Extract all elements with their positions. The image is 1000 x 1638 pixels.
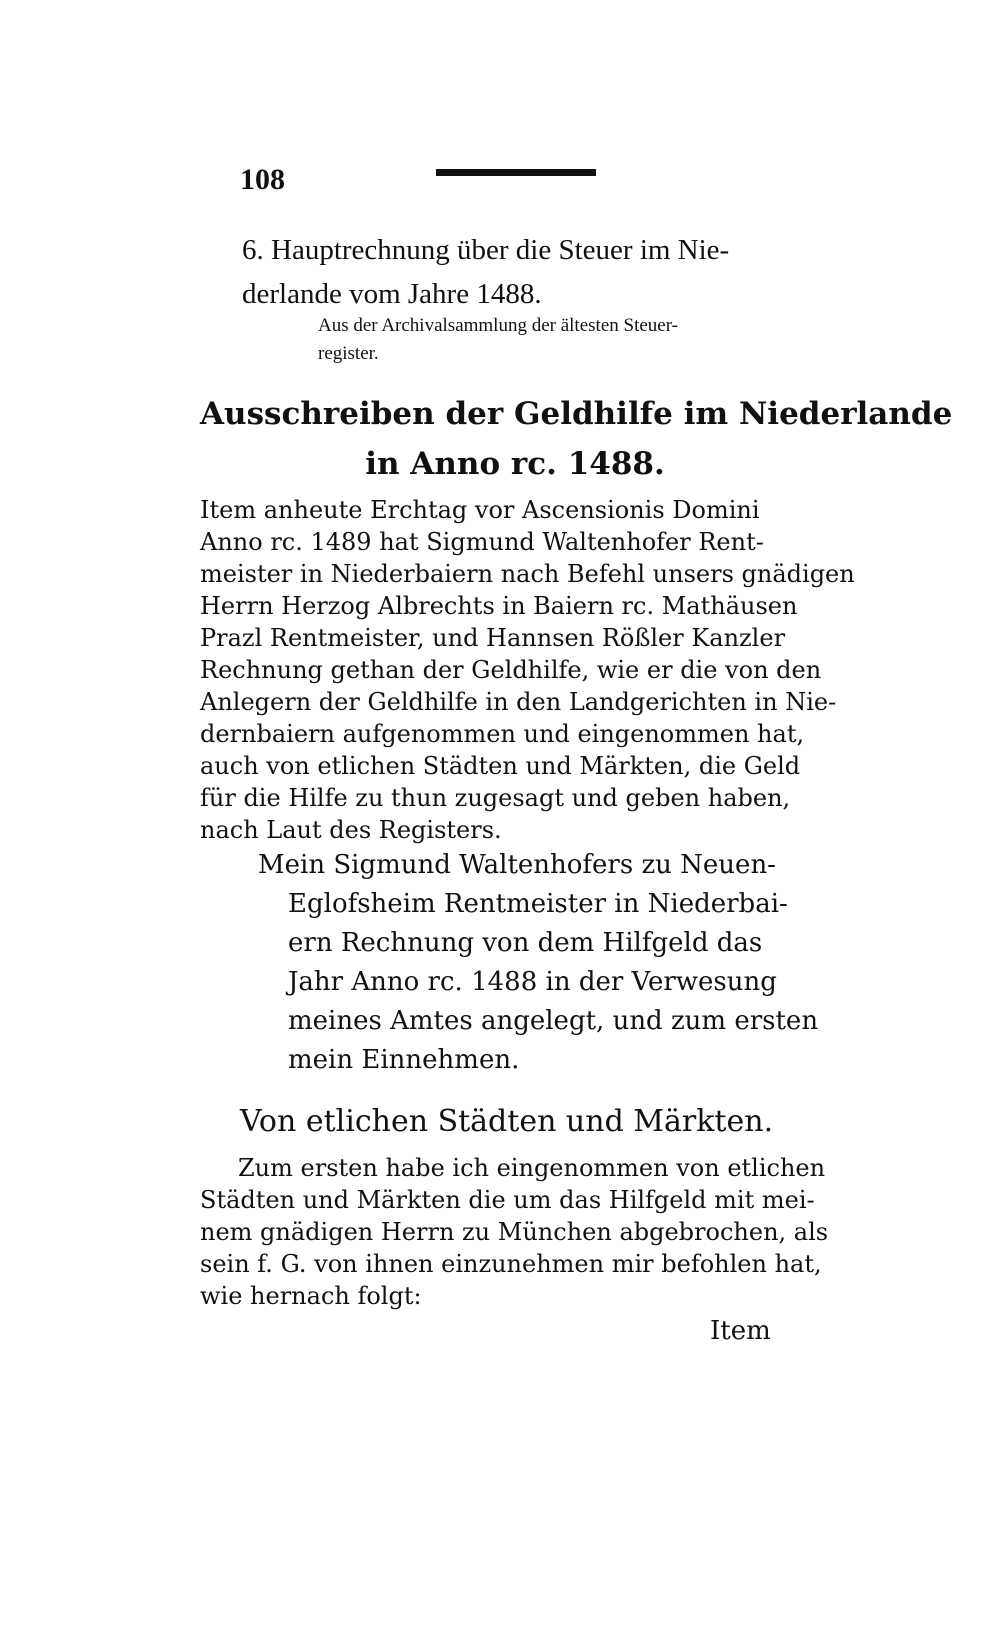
catchword: Item — [710, 1316, 771, 1346]
header-rule — [436, 169, 596, 176]
paragraph-line: dernbaiern aufgenommen und eingenommen hat, — [200, 720, 805, 748]
paragraph-line: Städten und Märkten die um das Hilfgeld mit mei- — [200, 1186, 815, 1214]
section-heading — [242, 228, 832, 316]
entry-line: mein Einnehmen. — [288, 1045, 520, 1075]
entry-line: Eglofsheim Rentmeister in Niederbai- — [288, 889, 788, 919]
section-heading-line: derlande vom Jahre 1488. — [242, 278, 542, 310]
paragraph-line: nem gnädigen Herrn zu München abgebrochen, als — [200, 1218, 829, 1246]
entry-line: Mein Sigmund Waltenhofers zu Neuen- — [258, 850, 776, 880]
source-note-line: register. — [318, 343, 379, 364]
page-number: 108 — [240, 163, 285, 196]
paragraph-line: meister in Niederbaiern nach Befehl unsers gnädigen — [200, 560, 855, 588]
entry-line: meines Amtes angelegt, und zum ersten — [288, 1006, 819, 1036]
subheading: Von etlichen Städten und Märkten. — [240, 1104, 774, 1139]
source-note-line: Aus der Archivalsammlung der ältesten Steuer- — [318, 315, 678, 336]
entry-line: Jahr Anno rc. 1488 in der Verwesung — [288, 967, 777, 997]
entry-line: ern Rechnung von dem Hilfgeld das — [288, 928, 763, 958]
paragraph-line: für die Hilfe zu thun zugesagt und geben haben, — [200, 784, 791, 812]
title-line: Ausschreiben der Geldhilfe im Niederlande — [200, 396, 953, 432]
paragraph-line: wie hernach folgt: — [200, 1282, 422, 1310]
paragraph-line: sein f. G. von ihnen einzunehmen mir befohlen hat, — [200, 1250, 822, 1278]
paragraph-line: Item anheute Erchtag vor Ascensionis Domini — [200, 496, 760, 524]
paragraph-line: Herrn Herzog Albrechts in Baiern rc. Mathäusen — [200, 592, 798, 620]
section-heading-line: 6. Hauptrechnung über die Steuer im Nie- — [242, 234, 730, 266]
paragraph-line: Zum ersten habe ich eingenommen von etlichen — [238, 1154, 826, 1182]
source-note — [318, 312, 823, 368]
paragraph-line: Prazl Rentmeister, und Hannsen Rößler Kanzler — [200, 624, 786, 652]
paragraph-line: Anno rc. 1489 hat Sigmund Waltenhofer Rent- — [200, 528, 764, 556]
paragraph-line: Anlegern der Geldhilfe in den Landgerichten in Nie- — [200, 688, 837, 716]
paragraph-line: auch von etlichen Städten und Märkten, die Geld — [200, 752, 801, 780]
paragraph-line: nach Laut des Registers. — [200, 816, 502, 844]
title-line: in Anno rc. 1488. — [365, 446, 665, 482]
paragraph-line: Rechnung gethan der Geldhilfe, wie er die von den — [200, 656, 822, 684]
